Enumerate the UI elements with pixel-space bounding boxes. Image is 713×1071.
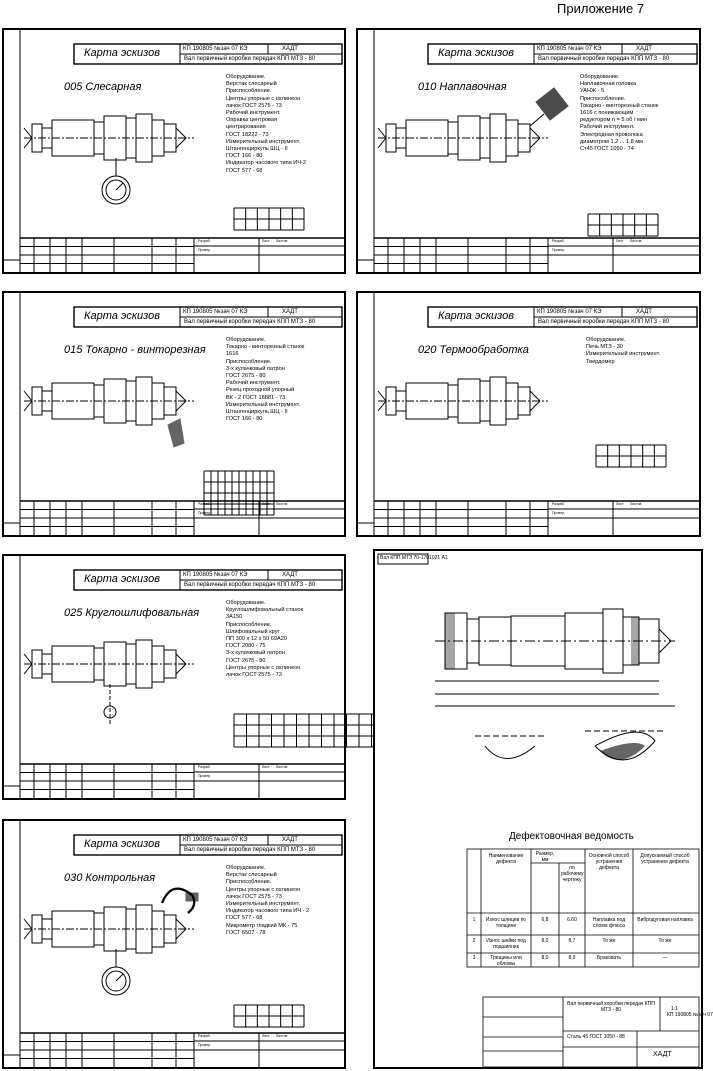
equipment-line: диаметром 1,2 ... 1,8 мм xyxy=(580,138,644,145)
equipment-line: Наплавочная головка xyxy=(580,81,637,88)
part-title: Вал первичный коробки передач КПП МТЗ - 80 xyxy=(184,56,316,62)
table-cell: Наплавка под слоем флюса xyxy=(592,917,626,929)
equipment-line: Измерительный инструмент. xyxy=(226,401,301,408)
equipment-list xyxy=(580,74,658,153)
stamp-sig-1: Разраб. xyxy=(198,1034,211,1038)
equipment-line: Приспособление. xyxy=(226,621,272,628)
org-name: ХАДТ xyxy=(636,309,652,315)
equipment-line: Центры упорные с охлинеон xyxy=(226,886,301,893)
table-cell: 8,0 xyxy=(541,955,549,961)
equipment-list xyxy=(226,600,303,679)
equipment-line: ПП 300 х 12 х 50 69А20 xyxy=(226,636,287,643)
equipment-line: ГОСТ 166 - 80 xyxy=(226,153,263,160)
equipment-line: 3-х кулачковый патрон xyxy=(226,650,285,657)
equipment-line: ГОСТ 166 - 80 xyxy=(226,416,263,423)
equipment-line: Приспособление. xyxy=(580,95,626,102)
equipment-line: Круглошлифовальный станок xyxy=(226,607,304,614)
equipment-list xyxy=(226,74,306,175)
stamp-doc: КП 190805 №зач 07 xyxy=(667,1012,713,1018)
equipment-line: ГОСТ 18222 - 73 xyxy=(226,131,269,138)
part-drawing-sheet xyxy=(373,549,713,1069)
equipment-line: лачок ГОСТ 2575 - 73 xyxy=(226,672,282,679)
stamp-sig-1: Разраб. xyxy=(552,239,565,243)
stamp-sig-1: Разраб. xyxy=(198,239,211,243)
table-cell: 6,8 xyxy=(541,917,549,923)
equipment-line: Рабочий инструмент. xyxy=(226,380,281,387)
equipment-line: Рабочий инструмент. xyxy=(580,124,635,131)
stamp-sheets: Листов xyxy=(630,239,642,243)
equipment-list xyxy=(226,337,304,423)
equipment-line: Индикатор часового типа ИЧ - 2 xyxy=(226,908,310,915)
org-name: ХАДТ xyxy=(636,46,652,52)
equipment-line: Индикатор часового типа ИЧ-2 xyxy=(226,160,307,167)
sketch-card-sheet xyxy=(2,554,346,800)
equipment-line: 1616 xyxy=(226,351,239,358)
equipment-line: Приспособление. xyxy=(226,879,272,886)
stamp-sig-1: Разраб. xyxy=(198,502,211,506)
stamp-sig-2: Провер. xyxy=(198,774,212,778)
table-header: Допускаемый способ устранения дефекта xyxy=(640,853,690,865)
doc-code: КП 190805 №зач 07 КЭ xyxy=(537,309,602,315)
table-cell: Трещины или обломы xyxy=(490,955,522,967)
equipment-line: Твердомер xyxy=(586,358,615,365)
part-title: Вал первичный коробки передач КПП МТЗ - 80 xyxy=(538,56,670,62)
doc-code: КП 190805 №зач 07 КЭ xyxy=(183,837,248,843)
equipment-line: центрирования xyxy=(226,124,266,131)
equipment-list xyxy=(226,865,309,937)
equipment-line: Штангенциркуль ШЦ - II xyxy=(226,146,288,153)
table-cell: 1 xyxy=(472,917,476,923)
table-header: Наименование дефекта xyxy=(488,853,524,865)
equipment-line: Приспособление. xyxy=(226,358,272,365)
equipment-line: Оборудование. xyxy=(586,337,626,343)
equipment-line: ГОСТ 577 - 68 xyxy=(226,167,263,174)
equipment-line: Микрометр гладкий МК - 75 xyxy=(226,922,298,929)
equipment-line: Оправка центровая xyxy=(226,117,277,124)
equipment-line: ГОСТ 577 - 68 xyxy=(226,915,263,922)
stamp-sheet: Лист xyxy=(616,239,624,243)
stamp-sheet: Лист xyxy=(262,239,270,243)
equipment-line: Центры упорные с охлинеон xyxy=(226,664,301,671)
equipment-line: Штангенциркуль ШЦ - II xyxy=(226,409,288,416)
org-name: ХАДТ xyxy=(282,46,298,52)
org-name: ХАДТ xyxy=(282,837,298,843)
stamp-sheet: Лист xyxy=(616,502,624,506)
equipment-line: 1616 с понижающим xyxy=(580,110,634,117)
part-title: Вал первичный коробки передач КПП МТЗ - 80 xyxy=(538,319,670,325)
equipment-line: редуктором n = 5 об / мин xyxy=(580,117,648,124)
sketch-card-sheet xyxy=(2,291,346,537)
equipment-line: ГОСТ 2675 - 80 xyxy=(226,373,266,380)
equipment-line: Печь МТЗ - 30 xyxy=(586,344,623,351)
stamp-sheets: Листов xyxy=(276,765,288,769)
equipment-line: Оборудование. xyxy=(226,600,266,606)
table-cell: Вибродуговая наплавка xyxy=(637,917,693,923)
card-title: Карта эскизов xyxy=(438,310,515,322)
stamp-sig-2: Провер. xyxy=(198,1043,212,1047)
equipment-line: Оборудование. xyxy=(580,74,620,80)
stamp-sheets: Листов xyxy=(630,502,642,506)
org-name: ХАДТ xyxy=(282,572,298,578)
equipment-line: Шлифовальный круг xyxy=(226,628,280,635)
table-cell: Браковать xyxy=(596,955,622,961)
drawing-corner-label: Вал КПП МТЗ 70-1701021 А1 xyxy=(380,555,448,561)
annex-label: Приложение 7 xyxy=(557,1,645,16)
stamp-sheet: Лист xyxy=(262,765,270,769)
equipment-line: Резец проходной упорный xyxy=(226,387,295,394)
operation-title: 005 Слесарная xyxy=(64,81,142,93)
stamp-sig-1: Разраб. xyxy=(198,765,211,769)
part-title: Вал первичный коробки передач КПП МТЗ - 80 xyxy=(184,319,316,325)
equipment-line: ГОСТ 6507 - 78 xyxy=(226,929,266,936)
operation-title: 030 Контрольная xyxy=(64,872,156,884)
equipment-list xyxy=(586,337,660,366)
card-title: Карта эскизов xyxy=(84,573,161,585)
stamp-sheet: Лист xyxy=(262,502,270,506)
org-name: ХАДТ xyxy=(282,309,298,315)
card-title: Карта эскизов xyxy=(84,47,161,59)
equipment-line: ГОСТ 2080 - 75 xyxy=(226,643,266,650)
stamp-sheet: Лист xyxy=(262,1034,270,1038)
sketch-card-sheet xyxy=(356,28,701,274)
card-title: Карта эскизов xyxy=(84,838,161,850)
equipment-line: Ст45 ГОСТ 1050 - 74 xyxy=(580,146,634,153)
table-header: по рабочему чертежу xyxy=(561,865,584,883)
part-drawing xyxy=(375,551,705,1071)
table-cell: 6,60 xyxy=(567,917,577,923)
table-cell: То же xyxy=(602,938,616,944)
defect-table-title: Дефектовочная ведомость xyxy=(509,831,634,842)
doc-code: КП 190805 №зач 07 КЭ xyxy=(183,46,248,52)
stamp-sig-2: Провер. xyxy=(198,511,212,515)
part-title: Вал первичный коробки передач КПП МТЗ - 80 xyxy=(184,847,316,853)
equipment-line: Рабочий инструмент. xyxy=(226,110,281,117)
equipment-line: Приспособление. xyxy=(226,88,272,95)
equipment-line: Оборудование. xyxy=(226,337,266,343)
equipment-line: ГОСТ 2675 - 80 xyxy=(226,657,266,664)
equipment-line: Измерительный инструмент. xyxy=(226,138,301,145)
stamp-sheets: Листов xyxy=(276,239,288,243)
equipment-line: Токарно - винторезный станок xyxy=(580,102,659,109)
equipment-line: Оборудование. xyxy=(226,865,266,871)
card-title: Карта эскизов xyxy=(438,47,515,59)
operation-title: 015 Токарно - винторезная xyxy=(64,344,206,356)
equipment-line: Оборудование. xyxy=(226,74,266,80)
sketch-card-sheet xyxy=(356,291,701,537)
table-cell: — xyxy=(662,955,668,961)
card-title: Карта эскизов xyxy=(84,310,161,322)
equipment-line: Измерительный инструмент. xyxy=(226,901,301,908)
sketch-card-sheet xyxy=(2,819,346,1069)
equipment-line: Верстак слесарный xyxy=(226,81,277,88)
stamp-sig-2: Провер. xyxy=(552,511,566,515)
operation-title: 010 Наплавочная xyxy=(418,81,507,93)
stamp-sig-2: Провер. xyxy=(552,248,566,252)
stamp-org: ХАДТ xyxy=(653,1051,672,1058)
table-cell: 8,7 xyxy=(568,938,576,944)
equipment-line: Верстак слесарный xyxy=(226,872,277,879)
stamp-material: Сталь 45 ГОСТ 1050 - 88 xyxy=(567,1034,625,1040)
stamp-sig-1: Разраб. xyxy=(552,502,565,506)
stamp-scale: 1:1 xyxy=(671,1006,678,1012)
table-cell: 2 xyxy=(472,938,476,944)
operation-title: 025 Круглошлифовальная xyxy=(64,607,200,619)
table-header: Размер, мм xyxy=(535,851,555,863)
doc-code: КП 190805 №зач 07 КЭ xyxy=(537,46,602,52)
equipment-line: УАНЖ - 5 xyxy=(580,88,605,95)
doc-code: КП 190805 №зач 07 КЭ xyxy=(183,309,248,315)
doc-code: КП 190805 №зач 07 КЭ xyxy=(183,572,248,578)
operation-title: 020 Термообработка xyxy=(418,344,529,356)
stamp-sig-2: Провер. xyxy=(198,248,212,252)
equipment-line: 3А150 xyxy=(226,614,243,621)
equipment-line: Электродная проволока xyxy=(580,131,643,138)
equipment-line: 3-х кулачковый патрон xyxy=(226,365,285,372)
stamp-sheets: Листов xyxy=(276,502,288,506)
table-cell: 8,0 xyxy=(568,955,576,961)
part-title: Вал первичный коробки передач КПП МТЗ - 80 xyxy=(184,582,316,588)
equipment-line: Центры упорные с охлинеон xyxy=(226,95,301,102)
table-cell: 3 xyxy=(472,955,476,961)
equipment-line: лачок ГОСТ 2575 - 73 xyxy=(226,893,282,900)
equipment-line: лачок ГОСТ 2575 - 73 xyxy=(226,102,282,109)
sheet-frame xyxy=(358,293,699,535)
equipment-line: ВК - 2 ГОСТ 18881 - 73 xyxy=(226,394,286,401)
sheet-frame xyxy=(4,821,344,1067)
stamp-text: Вал первичный коробки передач КПП МТЗ - 80 xyxy=(567,1001,655,1013)
equipment-line: Токарно - винторезный станок xyxy=(226,344,305,351)
table-cell: Износ шейки под подшипник xyxy=(486,938,526,950)
table-cell: Износ шлицев по толщине xyxy=(485,917,527,929)
stamp-sheets: Листов xyxy=(276,1034,288,1038)
sketch-card-sheet xyxy=(2,28,346,274)
table-cell: 8,0 xyxy=(541,938,549,944)
table-header: Основной способ устранения дефекта xyxy=(588,853,630,871)
equipment-line: Измерительный инструмент. xyxy=(586,351,661,358)
table-cell: То же xyxy=(658,938,672,944)
